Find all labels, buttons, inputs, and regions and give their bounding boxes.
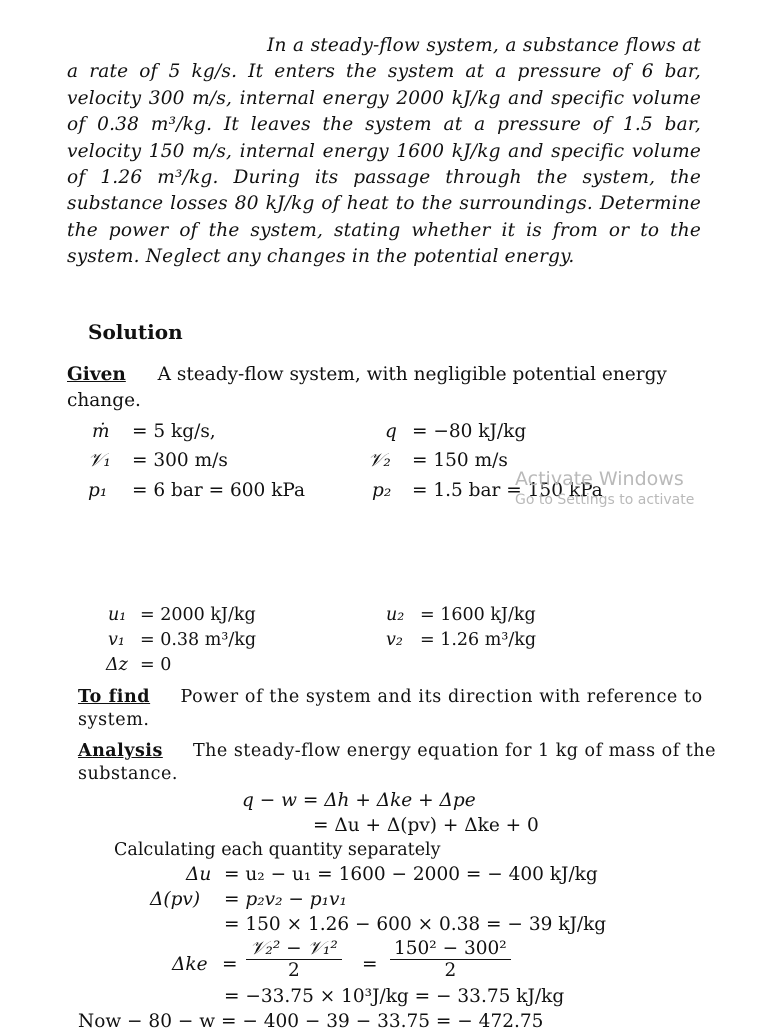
delta-ke-den-2: 2 bbox=[444, 960, 457, 981]
given-val-u1: = 2000 kJ/kg bbox=[140, 605, 256, 625]
given-val-q: = −80 kJ/kg bbox=[412, 421, 527, 442]
delta-ke-fraction-1 bbox=[246, 938, 342, 981]
energy-equation: q − w = Δh + Δke + Δpe bbox=[242, 790, 476, 811]
given-label: Given bbox=[67, 364, 126, 385]
given-sym-dz: Δz bbox=[106, 655, 128, 675]
given-sym-v2: 𝒱₂ bbox=[368, 450, 391, 471]
to-find-section bbox=[78, 686, 713, 732]
delta-ke-num-2: 150² − 300² bbox=[390, 938, 511, 960]
given-section bbox=[67, 362, 707, 414]
given-val-sv1: = 0.38 m³/kg bbox=[140, 630, 257, 650]
delta-pv-rhs-2: = 150 × 1.26 − 600 × 0.38 = − 39 kJ/kg bbox=[224, 914, 607, 935]
delta-ke-num-1: 𝒱₂² − 𝒱₁² bbox=[246, 938, 342, 960]
delta-ke-fraction-2 bbox=[390, 938, 511, 981]
delta-u-lhs: Δu bbox=[186, 864, 212, 885]
given-sym-u1: u₁ bbox=[108, 605, 127, 625]
energy-equation-expanded: = Δu + Δ(pv) + Δke + 0 bbox=[313, 815, 539, 836]
to-find-text: Power of the system and its direction with reference to system. bbox=[78, 687, 703, 730]
given-sym-p1: p₁ bbox=[88, 480, 108, 501]
given-sym-sv1: v₁ bbox=[108, 630, 125, 650]
analysis-text: The steady-flow energy equation for 1 kg of mass of the substance. bbox=[78, 741, 716, 784]
delta-ke-eq: = bbox=[222, 954, 238, 975]
activate-windows-watermark: Activate Windows bbox=[515, 468, 684, 490]
given-val-p2: = 1.5 bar = 150 kPa bbox=[412, 480, 603, 501]
problem-paragraph: In a steady-flow system, a substance flows at a rate of 5 kg/s. It enters the system at a pressure of 6 bar, velocity 300 m/s, internal energy 2000 kJ/kg and specific volume of 0.38 m³/kg. It leaves the system at a pressure of 1.5 bar, velocity 150 m/s, internal energy 1600 kJ/kg and specific volume of 1.26 m³/kg. During its passage through the system, the substance losses 80 kJ/kg of heat to the surroundings. Determine the power of the system, stating whether it is from or to the system. Neglect any changes in the potential energy. bbox=[67, 35, 701, 268]
delta-ke-result: = −33.75 × 10³J/kg = − 33.75 kJ/kg bbox=[224, 986, 565, 1007]
given-sym-p2: p₂ bbox=[372, 480, 392, 501]
delta-ke-lhs: Δke bbox=[172, 954, 208, 975]
analysis-label: Analysis bbox=[78, 741, 163, 761]
given-val-u2: = 1600 kJ/kg bbox=[420, 605, 536, 625]
given-sym-sv2: v₂ bbox=[386, 630, 403, 650]
given-sym-mdot: ṁ bbox=[92, 421, 110, 442]
calc-intro: Calculating each quantity separately bbox=[114, 840, 441, 860]
activate-windows-hint: Go to Settings to activate bbox=[515, 492, 695, 508]
delta-ke-den-1: 2 bbox=[287, 960, 300, 981]
given-text: A steady-flow system, with negligible potential energy change. bbox=[67, 364, 667, 411]
given-val-p1: = 6 bar = 600 kPa bbox=[132, 480, 306, 501]
delta-u-rhs: = u₂ − u₁ = 1600 − 2000 = − 400 kJ/kg bbox=[224, 864, 598, 885]
now-equation: Now − 80 − w = − 400 − 39 − 33.75 = − 472.75 bbox=[78, 1011, 544, 1032]
given-val-v1: = 300 m/s bbox=[132, 450, 228, 471]
given-val-dz: = 0 bbox=[140, 655, 172, 675]
given-val-mdot: = 5 kg/s, bbox=[132, 421, 216, 442]
problem-statement bbox=[67, 33, 701, 271]
given-sym-v1: 𝒱₁ bbox=[88, 450, 111, 471]
analysis-section bbox=[78, 740, 718, 786]
given-sym-q: q bbox=[385, 421, 397, 442]
solution-heading: Solution bbox=[88, 320, 183, 344]
delta-pv-rhs-1: = p₂v₂ − p₁v₁ bbox=[224, 889, 347, 910]
given-val-sv2: = 1.26 m³/kg bbox=[420, 630, 537, 650]
given-val-v2: = 150 m/s bbox=[412, 450, 508, 471]
delta-pv-lhs: Δ(pv) bbox=[150, 889, 201, 910]
to-find-label: To find bbox=[78, 687, 151, 707]
delta-ke-eq-2: = bbox=[362, 954, 378, 975]
given-sym-u2: u₂ bbox=[386, 605, 405, 625]
